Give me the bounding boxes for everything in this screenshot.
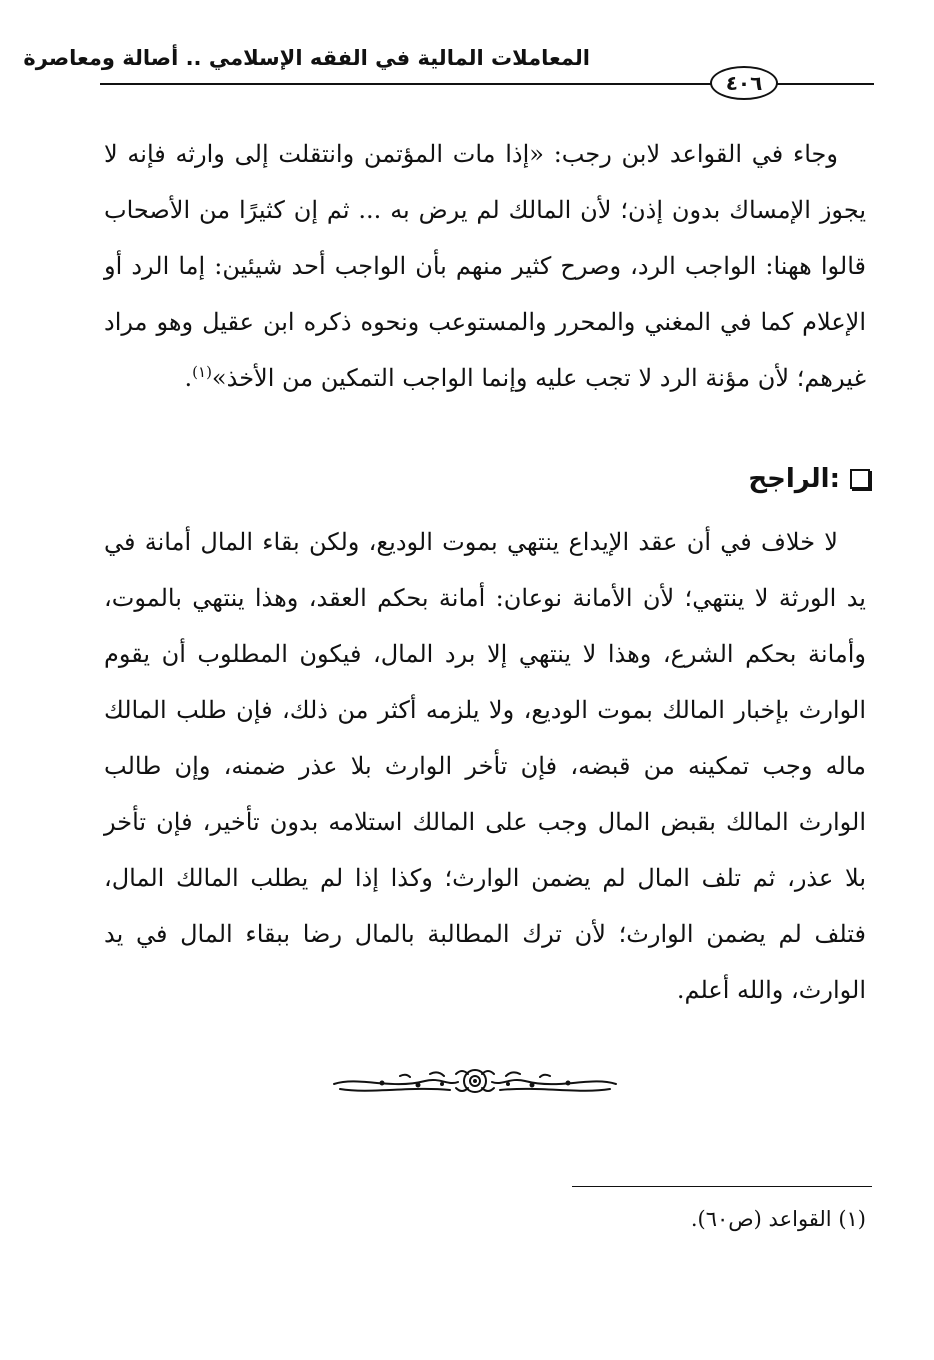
section-heading-label: الراجح: <box>748 464 840 494</box>
footnote: (١) القواعد (ص٦٠). <box>690 1207 866 1231</box>
body-paragraph-1 <box>104 126 866 406</box>
page-number: ٤٠٦ <box>710 66 778 100</box>
paragraph-1-end: . <box>184 364 193 392</box>
section-heading <box>748 456 870 502</box>
footnote-rule <box>572 1186 872 1187</box>
ornament-divider-icon <box>330 1064 620 1098</box>
paragraph-1-text: وجاء في القواعد لابن رجب: «إذا مات المؤتمن وانتقلت إلى وارثه فإنه لا يجوز الإمساك بدون إذن؛ لأن المالك لم يرض به ... ثم إن كثيرًا من الأصحاب قالوا ههنا: الواجب الرد، وصرح كثير منهم بأن الواجب أحد شيئين: إما الرد أو الإعلام كما في المغني والمحرر والمستوعب ونحوه ذكره ابن عقيل وهو مراد غيرهم؛ لأن مؤنة الرد لا تجب عليه وإنما الواجب التمكين من الأخذ» <box>104 140 867 392</box>
running-header-title: المعاملات المالية في الفقه الإسلامي .. أصالة ومعاصرة <box>23 46 590 70</box>
square-bullet-icon <box>850 469 870 489</box>
footnote-reference: (١) <box>192 363 212 381</box>
body-paragraph-2: لا خلاف في أن عقد الإيداع ينتهي بموت الوديع، ولكن بقاء المال أمانة في يد الورثة لا ينتهي؛ لأن الأمانة نوعان: أمانة بحكم العقد، وهذا ينتهي بالموت، وأمانة بحكم الشرع، وهذا لا ينتهي إلا برد المال، فيكون المطلوب أن يقوم الوارث بإخبار المالك بموت الوديع، ولا يلزمه أكثر من ذلك، فإن طلب المالك ماله وجب تمكينه من قبضه، فإن تأخر الوارث بلا عذر ضمنه، وإن طالب الوارث المالك بقبض المال وجب على المالك استلامه بدون تأخير، فإن تأخر بلا عذر، ثم تلف المال لم يضمن الوارث؛ وكذا إذا لم يطلب المالك المال، فتلف لم يضمن الوارث؛ لأن ترك المطالبة بالمال رضا ببقاء المال في يد الوارث، والله أعلم. <box>104 528 866 1004</box>
